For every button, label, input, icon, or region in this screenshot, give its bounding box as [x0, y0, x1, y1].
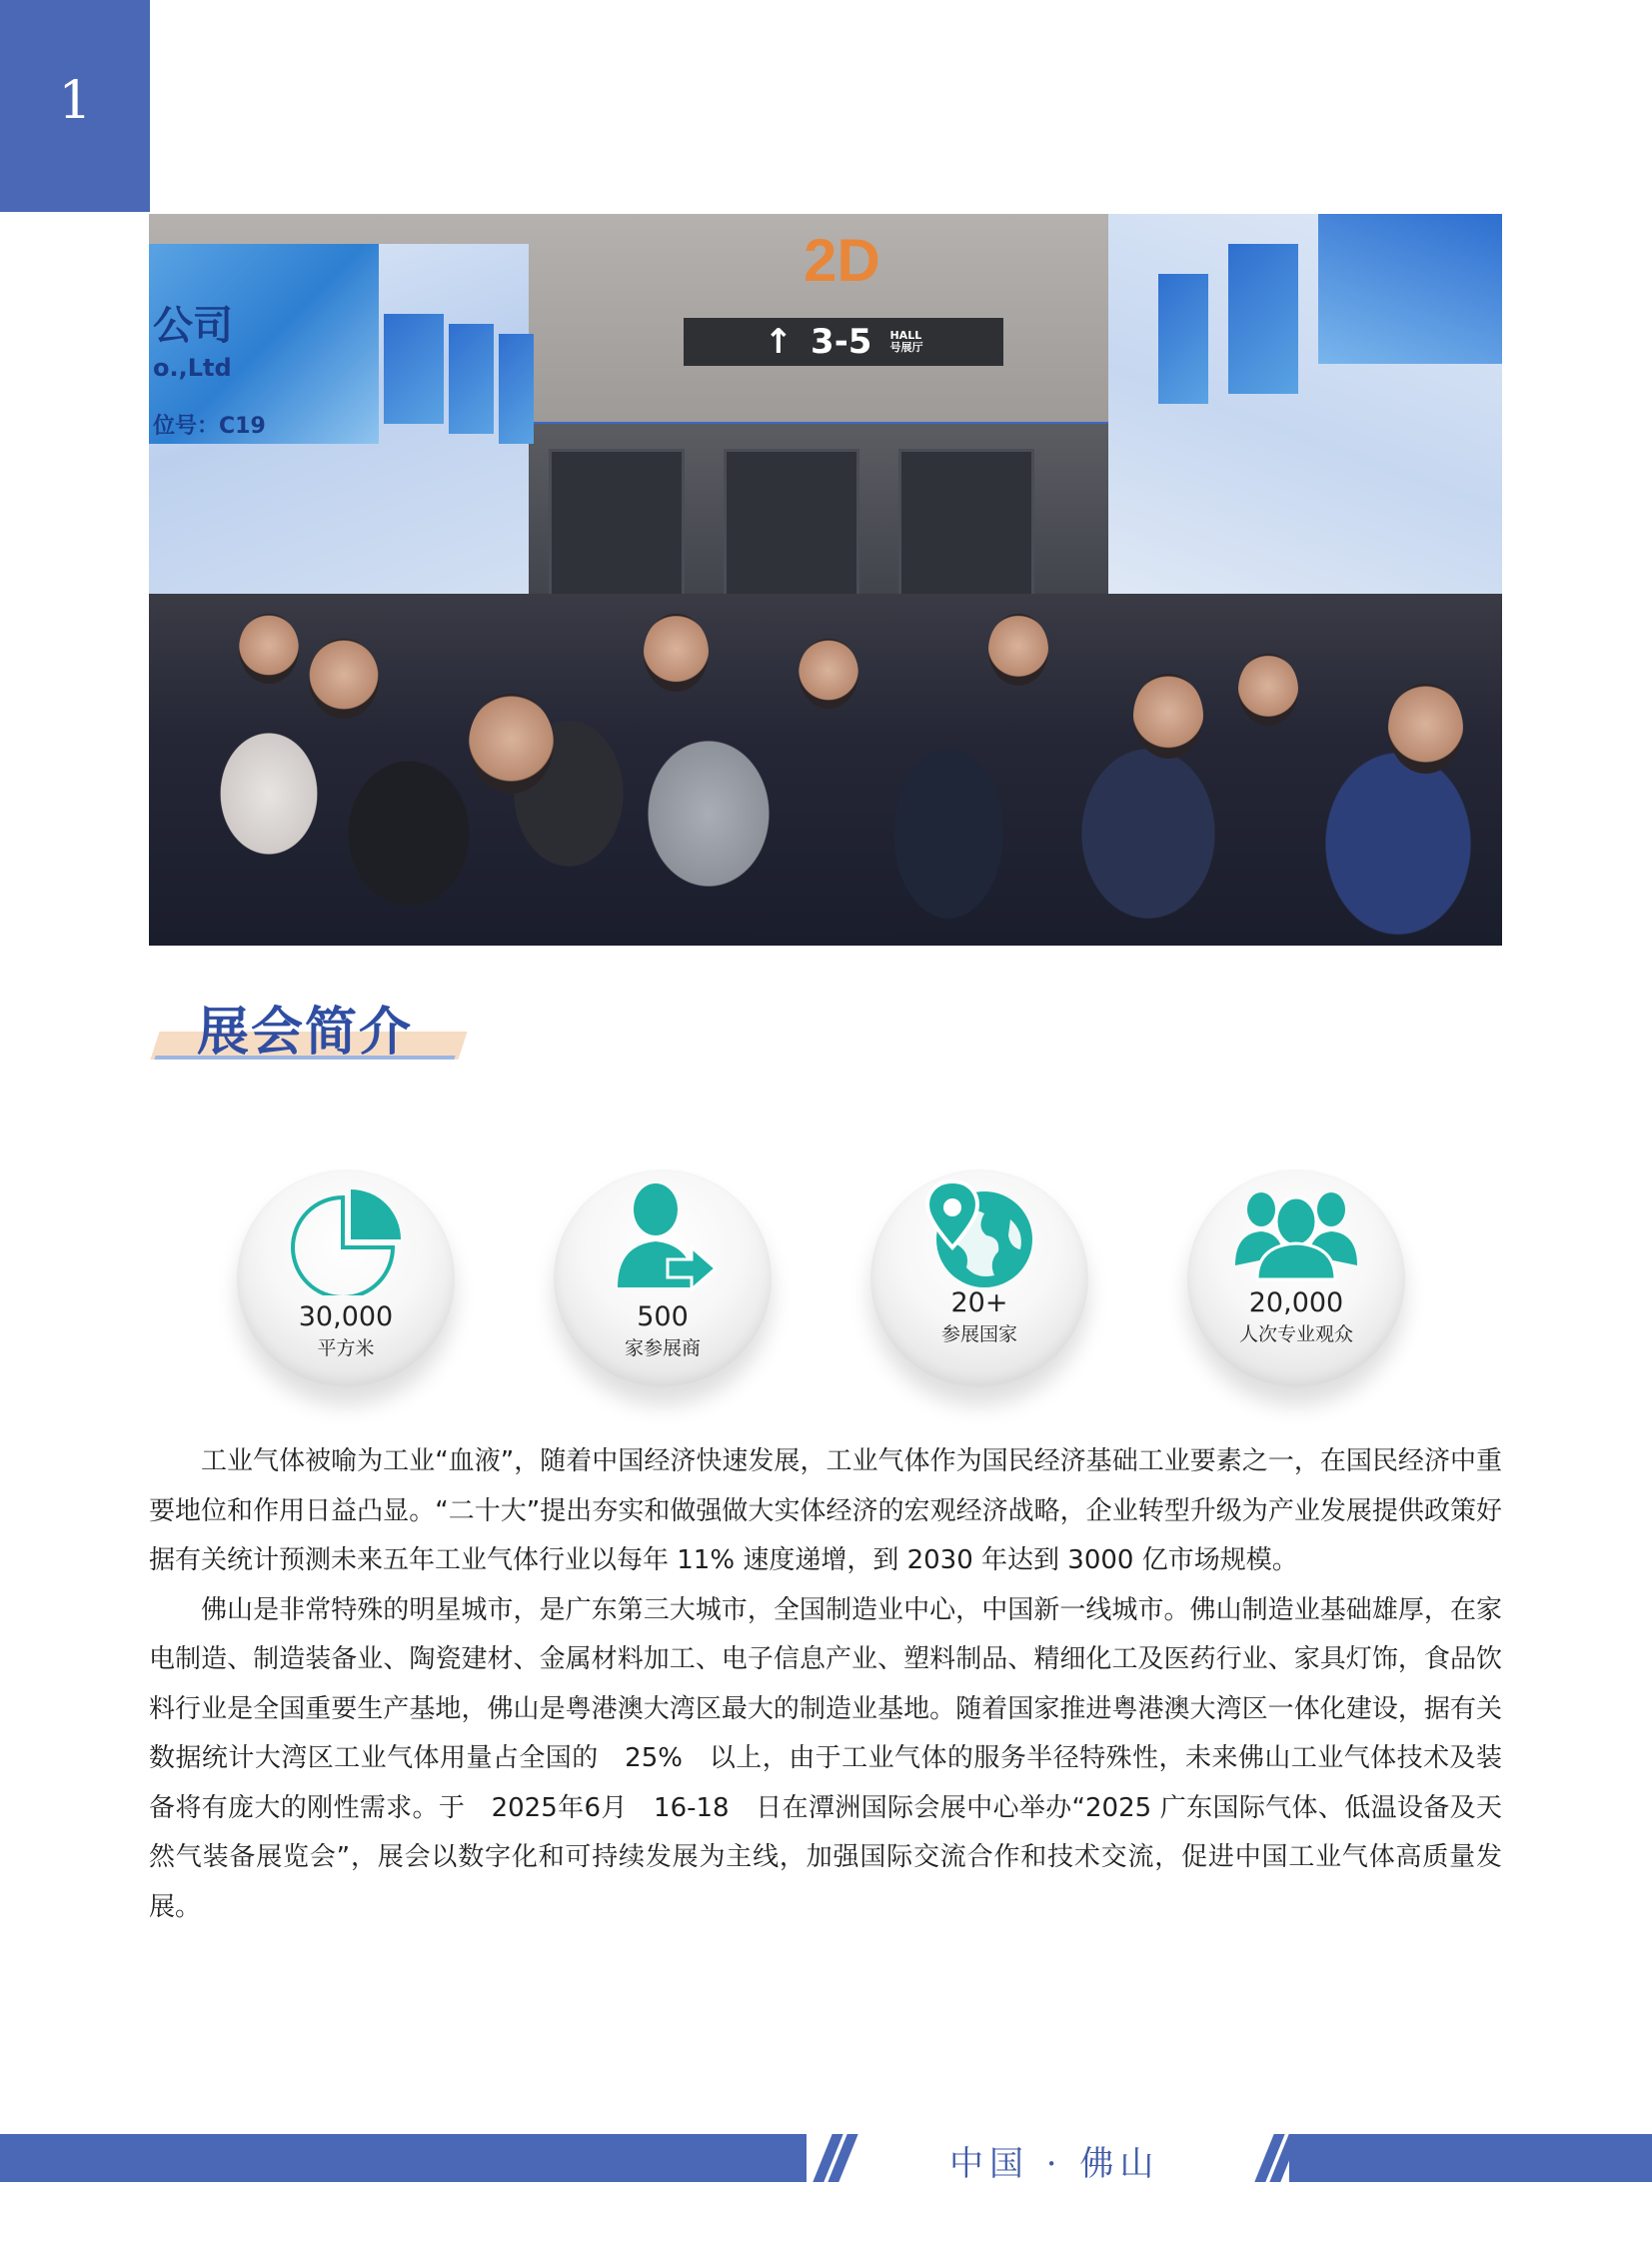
booth-sign-right: [1318, 214, 1502, 364]
booth-fascia: [449, 324, 494, 434]
stat-area: [237, 1169, 455, 1387]
visitor-head: [988, 614, 1048, 686]
stat-exhibitors: [554, 1169, 772, 1387]
person-arrow-icon: [598, 1175, 728, 1295]
visitor-head: [1238, 654, 1298, 726]
visitor-head: [239, 614, 299, 684]
stat-label: 人次专业观众: [1238, 1323, 1353, 1345]
footer-bar-left: [0, 2134, 807, 2182]
intro-text: [149, 1437, 1502, 1932]
hall-2d-sign: 2D: [804, 227, 880, 294]
visitor-head: [1133, 674, 1203, 759]
hall-number: 3-5: [811, 322, 872, 362]
booth-fascia: [1228, 244, 1298, 394]
paragraph: 佛山是非常特殊的明星城市，是广东第三大城市，全国制造业中心，中国新一线城市。佛山制造业基础雄厚，在家电制造、制造装备业、陶瓷建材、金属材料加工、电子信息产业、塑料制品、精细化工及医药行业、家具灯饰，食品饮料行业是全国重要生产基地，佛山是粤港澳大湾区最大的制造业基地。随着国家推进粤港澳大湾区一体化建设，据有关数据统计大湾区工业气体用量占全国的 25% 以上，由于工业气体的服务半径特殊性，未来佛山工业气体技术及装备将有庞大的刚性需求。于 2025年6月 16-18 日在潭洲国际会展中心举办“2025 广东国际气体、低温设备及天然气装备展览会”，展会以数字化和可持续发展为主线，加强国际交流合作和技术交流，促进中国工业气体高质量发展。: [149, 1594, 1502, 1922]
pie-chart-icon: [281, 1175, 411, 1295]
visitor-head: [469, 694, 554, 794]
section-heading: [155, 990, 465, 1070]
visitor-head: [309, 639, 379, 719]
page-number: 1: [0, 0, 150, 212]
hall-label-cn: 号展厅: [889, 341, 923, 354]
hall-label-en: HALL: [889, 329, 922, 342]
visitor-head: [799, 639, 858, 709]
stat-value: 20+: [950, 1287, 1008, 1318]
stat-label: 平方米: [317, 1337, 375, 1359]
globe-pin-icon: [914, 1175, 1044, 1295]
up-arrow-icon: ↑: [764, 322, 794, 362]
section-title: 展会简介: [197, 1003, 414, 1063]
people-group-icon: [1231, 1175, 1361, 1295]
stat-value: 20,000: [1248, 1287, 1344, 1318]
paragraph: 工业气体被喻为工业“血液”，随着中国经济快速发展，工业气体作为国民经济基础工业要素之一，在国民经济中重要地位和作用日益凸显。“二十大”提出夯实和做强做大实体经济的宏观经济战略，企业转型升级为产业发展提供政策好据有关统计预测未来五年工业气体行业以每年 11% 速度递增，到 2030 年达到 3000 亿市场规模。: [149, 1446, 1502, 1575]
stat-countries: [870, 1169, 1088, 1387]
visitor-head: [1388, 684, 1463, 774]
stat-label: 参展国家: [940, 1323, 1017, 1345]
footer-bar-right: [1289, 2134, 1652, 2182]
booth-fascia: [384, 314, 444, 424]
footer-location: 中国 · 佛山: [949, 2144, 1160, 2184]
stat-label: 家参展商: [624, 1337, 701, 1359]
stat-value: 500: [637, 1301, 689, 1332]
hall-direction-sign: [684, 318, 1003, 366]
booth-sign-left: 公司 o.,Ltd 位号：C19: [149, 244, 379, 444]
booth-fascia: [499, 334, 534, 444]
visitor-head: [644, 614, 709, 692]
booth-fascia: [1158, 274, 1208, 404]
page-footer: [0, 2134, 1652, 2182]
hero-photo: [149, 214, 1502, 946]
stat-value: 30,000: [298, 1301, 394, 1332]
stat-visitors: [1187, 1169, 1405, 1387]
